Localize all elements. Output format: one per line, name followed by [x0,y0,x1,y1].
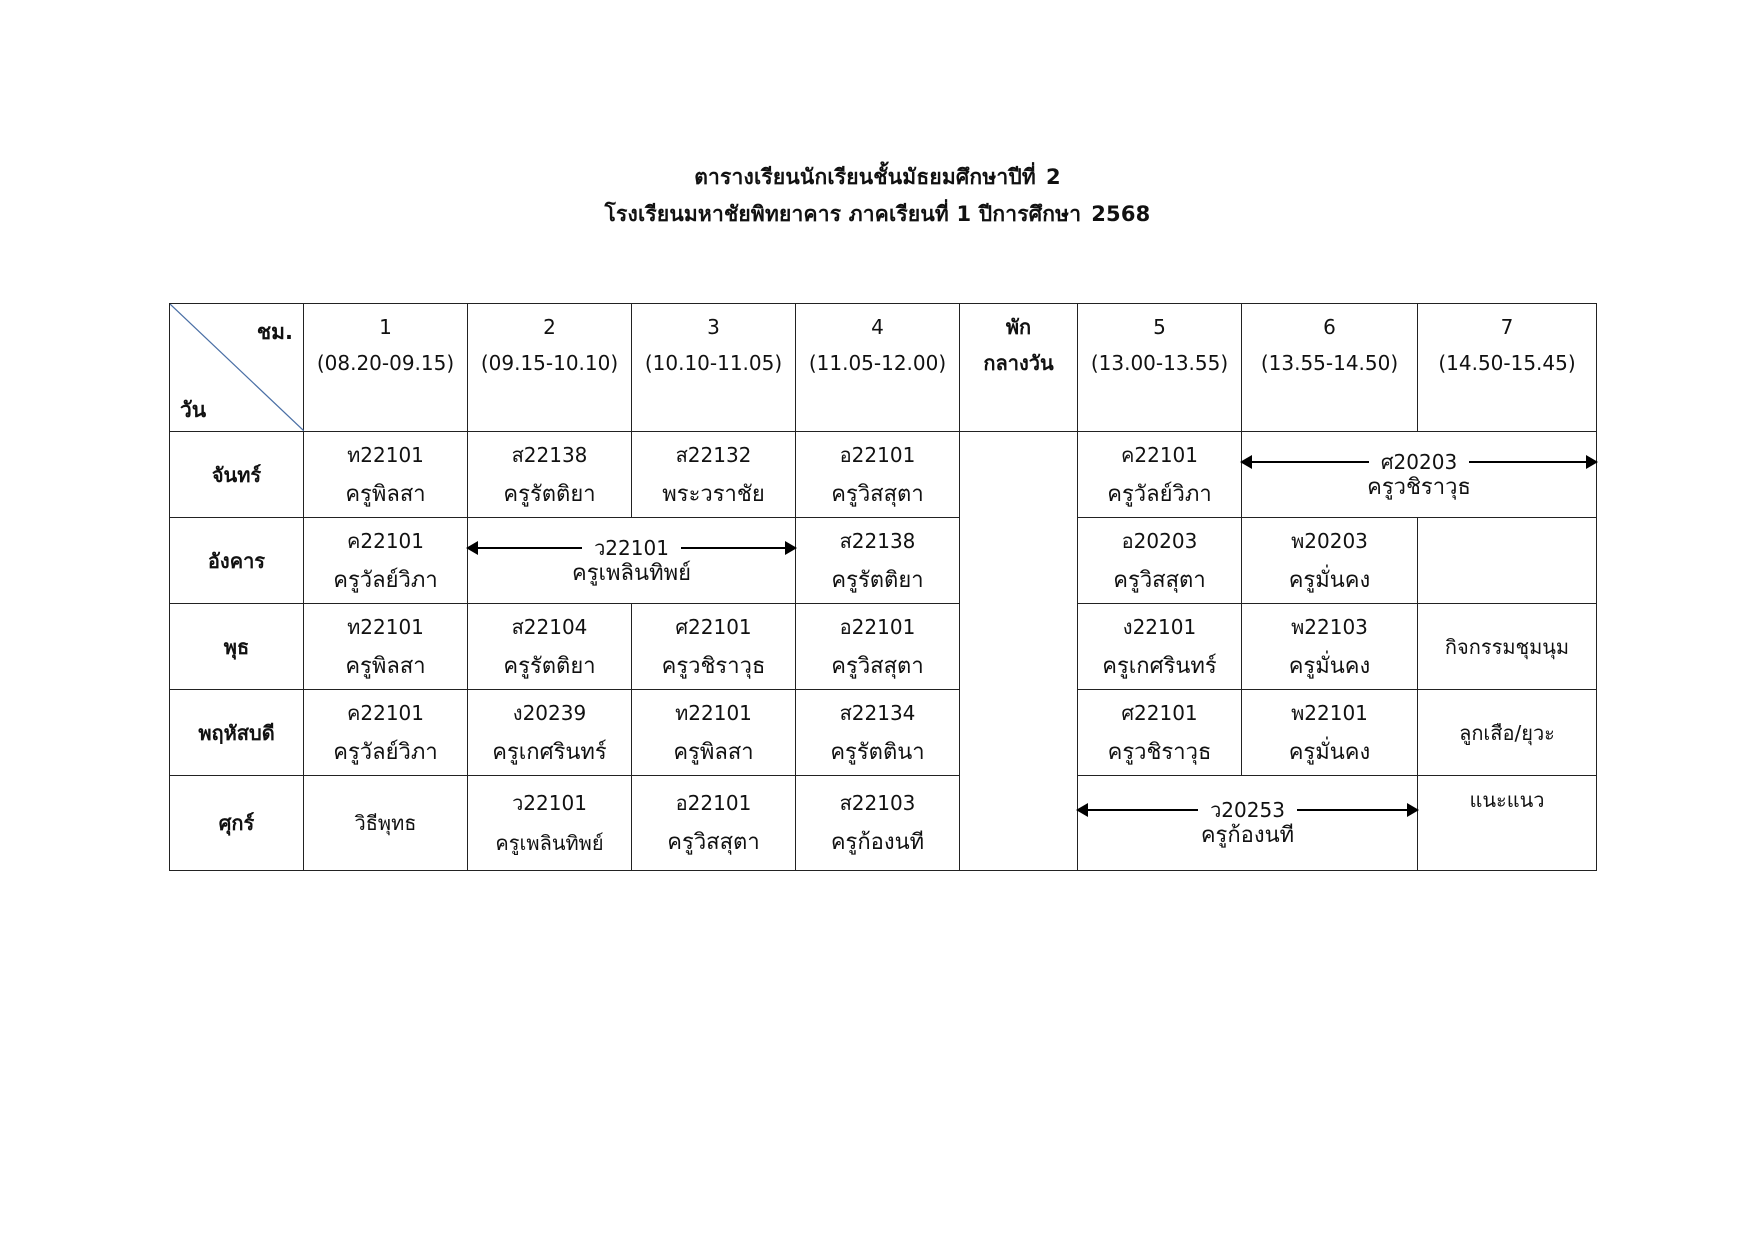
class-cell-spanning: ศ20203 ครูวชิราวุธ [1242,432,1597,518]
grade-number: 2 [1045,165,1061,189]
row-wednesday [170,604,1597,690]
row-tuesday [170,518,1597,604]
span-arrow: ศ20203 [1242,449,1596,475]
class-cell: ท22101 ครูพิลสา [304,604,468,690]
day-label: วัน [180,398,207,422]
period-header-4: 4 (11.05-12.00) [796,304,960,432]
corner-cell [170,304,304,432]
class-cell: ค22101 ครูวัลย์วิภา [304,690,468,776]
period-header-3: 3 (10.10-11.05) [632,304,796,432]
class-cell: ท22101 ครูพิลสา [304,432,468,518]
class-cell: ค22101 ครูวัลย์วิภา [1078,432,1242,518]
class-cell: พ20203 ครูมั่นคง [1242,518,1418,604]
header-row [170,304,1597,432]
period-header-1: 1 (08.20-09.15) [304,304,468,432]
title-line-1 [0,161,1755,194]
class-cell: ศ22101 ครูวชิราวุธ [1078,690,1242,776]
class-cell: ค22101 ครูวัลย์วิภา [304,518,468,604]
day-name: พฤหัสบดี [170,690,304,776]
class-cell: อ20203 ครูวิสสุตา [1078,518,1242,604]
period-header-7: 7 (14.50-15.45) [1418,304,1597,432]
hour-label: ชม. [256,320,293,344]
class-cell: ส22103 ครูก้องนที [796,776,960,871]
day-name: พุธ [170,604,304,690]
day-name: จันทร์ [170,432,304,518]
lunch-break-cell [960,432,1078,871]
class-cell: พ22101 ครูมั่นคง [1242,690,1418,776]
row-friday [170,776,1597,871]
timetable [169,303,1597,871]
title-line-2 [0,198,1755,231]
class-cell: อ22101 ครูวิสสุตา [796,604,960,690]
class-cell: ส22104 ครูรัตติยา [468,604,632,690]
activity-cell: วิธีพุทธ [304,776,468,871]
class-cell: ส22132 พระวราชัย [632,432,796,518]
class-cell: อ22101 ครูวิสสุตา [632,776,796,871]
class-cell: ศ22101 ครูวชิราวุธ [632,604,796,690]
class-cell: อ22101 ครูวิสสุตา [796,432,960,518]
activity-cell: กิจกรรมชุมนุม [1418,604,1597,690]
class-cell-spanning: ว20253 ครูก้องนที [1078,776,1418,871]
activity-cell: แนะแนว [1418,776,1597,871]
row-thursday [170,690,1597,776]
class-cell: ส22138 ครูรัตติยา [796,518,960,604]
class-cell: พ22103 ครูมั่นคง [1242,604,1418,690]
empty-cell [1418,518,1597,604]
day-name: อังคาร [170,518,304,604]
class-cell: ง22101 ครูเกศรินทร์ [1078,604,1242,690]
row-monday [170,432,1597,518]
title-text: ตารางเรียนนักเรียนชั้นมัธยมศึกษาปีที่ [694,165,1036,189]
class-cell: ท22101 ครูพิลสา [632,690,796,776]
class-cell: ง20239 ครูเกศรินทร์ [468,690,632,776]
class-cell: ส22138 ครูรัตติยา [468,432,632,518]
day-name: ศุกร์ [170,776,304,871]
span-arrow: ว20253 [1078,797,1417,823]
activity-cell: ลูกเสือ/ยุวะ [1418,690,1597,776]
span-arrow: ว22101 [468,535,795,561]
lunch-header: พัก กลางวัน [960,304,1078,432]
class-cell-spanning: ว22101 ครูเพลินทิพย์ [468,518,796,604]
academic-year: 2568 [1091,202,1151,226]
period-header-2: 2 (09.15-10.10) [468,304,632,432]
school-semester-text: โรงเรียนมหาชัยพิทยาคาร ภาคเรียนที่ 1 ปีการศึกษา [604,202,1082,226]
period-header-6: 6 (13.55-14.50) [1242,304,1418,432]
period-header-5: 5 (13.00-13.55) [1078,304,1242,432]
class-cell: ส22134 ครูรัตตินา [796,690,960,776]
class-cell: ว22101 ครูเพลินทิพย์ [468,776,632,871]
